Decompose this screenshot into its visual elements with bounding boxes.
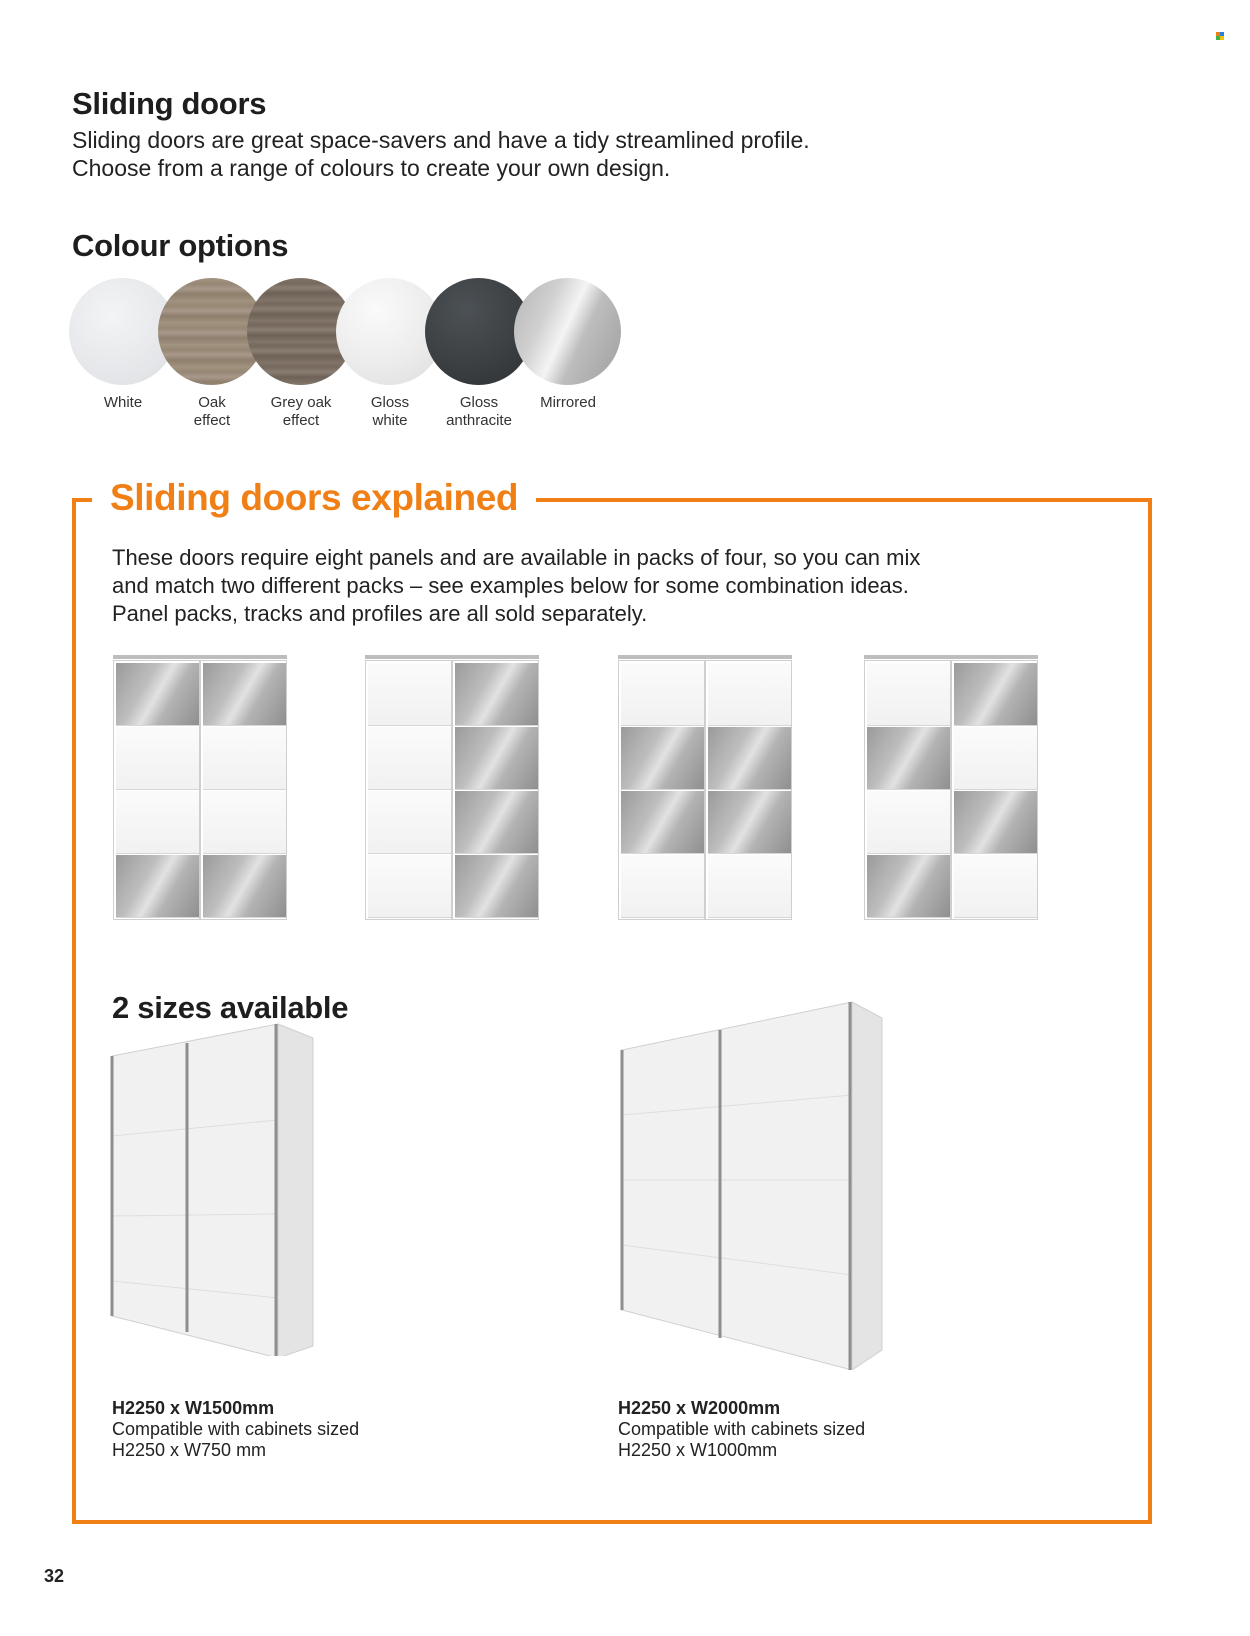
explained-title-wrapper — [92, 468, 536, 528]
mirror-panel — [116, 663, 199, 726]
explained-line: and match two different packs – see examples below for some combination ideas. — [112, 573, 909, 598]
size-option-1500 — [112, 1398, 359, 1461]
white-panel — [203, 791, 286, 854]
wardrobe-1500-image — [108, 1016, 318, 1356]
swatch-label: Oak effect — [193, 394, 231, 429]
white-panel — [954, 855, 1037, 918]
right-door — [452, 660, 539, 920]
door-combination-3 — [618, 660, 794, 920]
left-door — [864, 660, 951, 920]
explained-section-title: Sliding doors explained — [110, 477, 519, 518]
compat-line: H2250 x W1000mm — [618, 1440, 778, 1460]
white-panel — [368, 791, 451, 854]
intro-line: Sliding doors are great space-savers and have a tidy streamlined profile. — [72, 127, 810, 153]
size-option-2000 — [618, 1398, 865, 1461]
right-door — [200, 660, 287, 920]
mirror-panel — [954, 663, 1037, 726]
wardrobe-2000-image — [618, 1000, 888, 1370]
mirror-panel — [621, 727, 704, 790]
compat-line: Compatible with cabinets sized — [618, 1419, 866, 1439]
mirror-panel — [116, 855, 199, 918]
page-title: Sliding doors — [72, 86, 267, 121]
white-panel — [867, 791, 950, 854]
left-door — [113, 660, 200, 920]
white-panel — [621, 663, 704, 726]
mirror-panel — [455, 663, 538, 726]
explained-line: Panel packs, tracks and profiles are all sold separately. — [112, 601, 648, 626]
mirror-panel — [455, 727, 538, 790]
white-panel — [116, 727, 199, 790]
compat-line: H2250 x W750 mm — [112, 1440, 267, 1460]
swatch-label: Gloss white — [370, 394, 410, 429]
white-panel — [116, 791, 199, 854]
white-panel — [708, 663, 791, 726]
mirror-panel — [203, 855, 286, 918]
mirror-panel — [455, 791, 538, 854]
white-panel — [368, 727, 451, 790]
left-door — [365, 660, 452, 920]
explained-text — [112, 544, 1092, 628]
white-panel — [368, 663, 451, 726]
mirror-panel — [455, 855, 538, 918]
white-panel — [368, 855, 451, 918]
swatch-label: Mirrored — [540, 394, 596, 411]
mirror-panel — [954, 791, 1037, 854]
left-door — [618, 660, 705, 920]
sizes-title: 2 sizes available — [112, 990, 349, 1025]
swatch-label: White — [103, 394, 143, 411]
size-label: H2250 x W1500mm — [112, 1398, 275, 1418]
intro-text — [72, 126, 972, 182]
mirror-panel — [867, 727, 950, 790]
door-track — [618, 655, 792, 659]
colour-options-title: Colour options — [72, 228, 289, 263]
white-panel — [954, 727, 1037, 790]
door-track — [365, 655, 539, 659]
white-panel — [708, 855, 791, 918]
white-panel — [867, 663, 950, 726]
swatch-label: Gloss anthracite — [446, 394, 512, 429]
mirror-panel — [621, 791, 704, 854]
mirror-panel — [708, 791, 791, 854]
door-combination-4 — [864, 660, 1040, 920]
brand-logo-icon — [1216, 32, 1224, 40]
mirrored-swatch-icon — [514, 278, 621, 385]
door-combination-2 — [365, 660, 541, 920]
right-door — [705, 660, 792, 920]
swatch-label: Grey oak effect — [270, 394, 332, 429]
door-combination-1 — [113, 660, 289, 920]
compat-line: Compatible with cabinets sized — [112, 1419, 360, 1439]
size-label: H2250 x W2000mm — [618, 1398, 781, 1418]
white-panel — [621, 855, 704, 918]
mirror-panel — [708, 727, 791, 790]
door-track — [113, 655, 287, 659]
right-door — [951, 660, 1038, 920]
page-number: 32 — [44, 1566, 65, 1586]
colour-swatch-list — [69, 278, 669, 438]
mirror-panel — [203, 663, 286, 726]
mirror-panel — [867, 855, 950, 918]
white-panel — [203, 727, 286, 790]
explained-line: These doors require eight panels and are available in packs of four, so you can mix — [112, 545, 921, 570]
intro-line: Choose from a range of colours to create your own design. — [72, 155, 671, 181]
door-track — [864, 655, 1038, 659]
